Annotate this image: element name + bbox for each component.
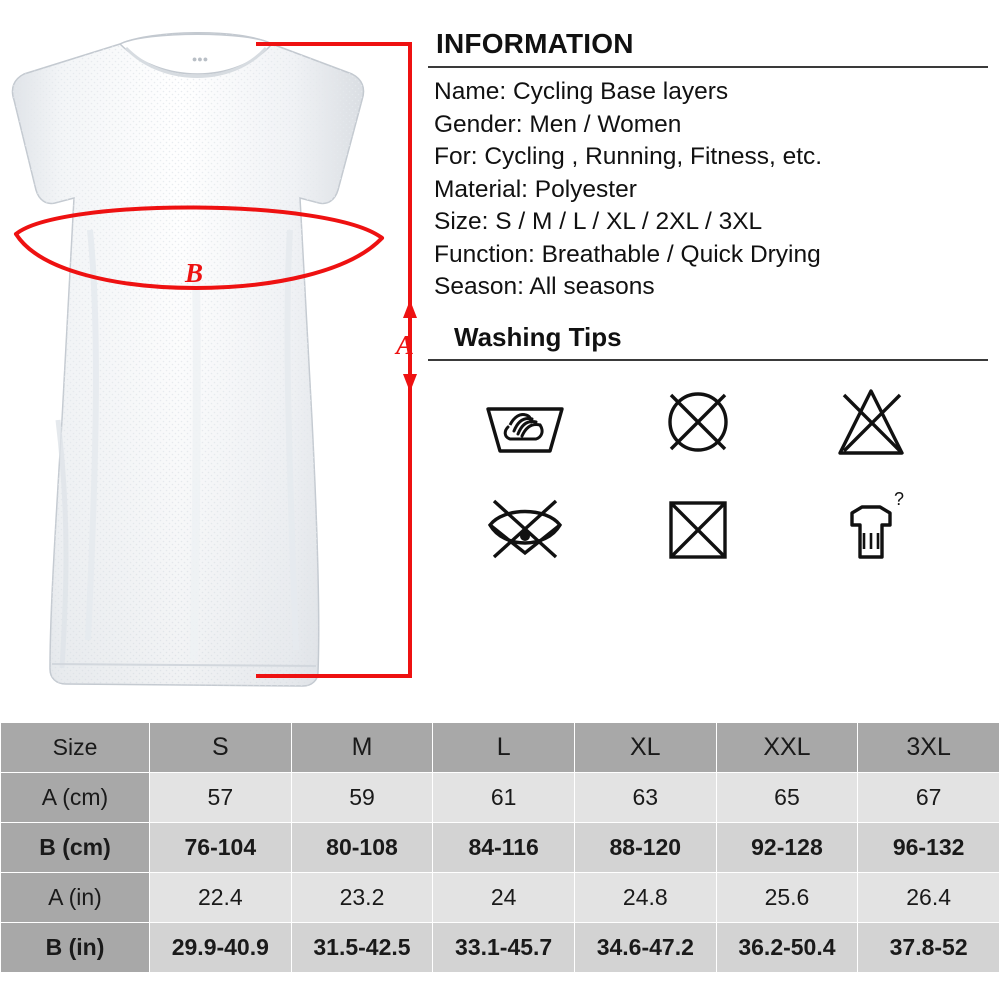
info-line-gender: Gender: Men / Women — [434, 110, 682, 138]
table-header-xl: XL — [574, 723, 716, 773]
cell-b-in-s: 29.9-40.9 — [150, 923, 292, 973]
cell-a-cm-s: 57 — [150, 773, 292, 823]
info-line-for: For: Cycling , Running, Fitness, etc. — [434, 143, 823, 171]
information-title: INFORMATION — [436, 28, 634, 59]
cell-a-cm-3xl: 67 — [858, 773, 1000, 823]
cell-a-in-xxl: 25.6 — [716, 873, 858, 923]
cell-a-cm-l: 61 — [433, 773, 575, 823]
info-line-name: Name: Cycling Base layers — [434, 78, 729, 105]
washing-tips-title: Washing Tips — [454, 322, 622, 353]
cell-a-in-xl: 24.8 — [574, 873, 716, 923]
information-panel — [428, 28, 988, 573]
washing-icons-grid — [438, 379, 958, 573]
table-header-row — [1, 723, 1000, 773]
info-line-function: Function: Breathable / Quick Drying — [434, 240, 821, 268]
cell-a-cm-xxl: 65 — [716, 773, 858, 823]
table-header-m: M — [291, 723, 433, 773]
info-line-season: Season: All seasons — [434, 273, 655, 301]
svg-text:●●●: ●●● — [191, 54, 209, 64]
measurement-label-a: A — [396, 330, 415, 360]
do-not-wring-icon — [470, 487, 580, 573]
table-header-xxl: XXL — [716, 723, 858, 773]
cell-b-in-m: 31.5-42.5 — [291, 923, 433, 973]
row-label-a-cm: A (cm) — [1, 773, 150, 823]
do-not-tumble-dry-icon — [816, 379, 926, 465]
do-not-bleach-icon — [643, 379, 753, 465]
divider-washing — [428, 359, 988, 361]
cell-b-in-l: 33.1-45.7 — [433, 923, 575, 973]
cell-b-cm-l: 84-116 — [433, 823, 575, 873]
table-header-s: S — [150, 723, 292, 773]
cell-a-in-m: 23.2 — [291, 873, 433, 923]
cell-b-cm-m: 80-108 — [291, 823, 433, 873]
cell-a-cm-xl: 63 — [574, 773, 716, 823]
cell-a-cm-m: 59 — [291, 773, 433, 823]
table-row — [1, 873, 1000, 923]
svg-text:?: ? — [894, 489, 905, 510]
table-header-size: Size — [1, 723, 150, 773]
cell-b-cm-xl: 88-120 — [574, 823, 716, 873]
cell-b-in-xl: 34.6-47.2 — [574, 923, 716, 973]
size-table — [0, 722, 1000, 973]
cell-b-cm-s: 76-104 — [150, 823, 292, 873]
sleeveless-jersey-image — [0, 0, 425, 715]
info-line-material: Material: Polyester — [434, 175, 637, 203]
table-row — [1, 773, 1000, 823]
table-row — [1, 823, 1000, 873]
row-label-a-in: A (in) — [1, 873, 150, 923]
garment-illustration — [0, 0, 425, 715]
information-list — [434, 76, 988, 304]
cell-b-in-3xl: 37.8-52 — [858, 923, 1000, 973]
row-label-b-in: B (in) — [1, 923, 150, 973]
do-not-dry-clean-icon — [643, 487, 753, 573]
cell-b-in-xxl: 36.2-50.4 — [716, 923, 858, 973]
cell-a-in-3xl: 26.4 — [858, 873, 1000, 923]
hand-wash-icon — [470, 379, 580, 465]
cell-a-in-s: 22.4 — [150, 873, 292, 923]
divider-top — [428, 66, 988, 68]
measurement-label-b: B — [185, 258, 204, 288]
cell-b-cm-3xl: 96-132 — [858, 823, 1000, 873]
info-line-size: Size: S / M / L / XL / 2XL / 3XL — [434, 208, 763, 236]
table-header-l: L — [433, 723, 575, 773]
row-label-b-cm: B (cm) — [1, 823, 150, 873]
cell-b-cm-xxl: 92-128 — [716, 823, 858, 873]
cell-a-in-l: 24 — [433, 873, 575, 923]
table-row — [1, 923, 1000, 973]
table-header-3xl: 3XL — [858, 723, 1000, 773]
drip-dry-in-shade-icon — [816, 487, 926, 573]
